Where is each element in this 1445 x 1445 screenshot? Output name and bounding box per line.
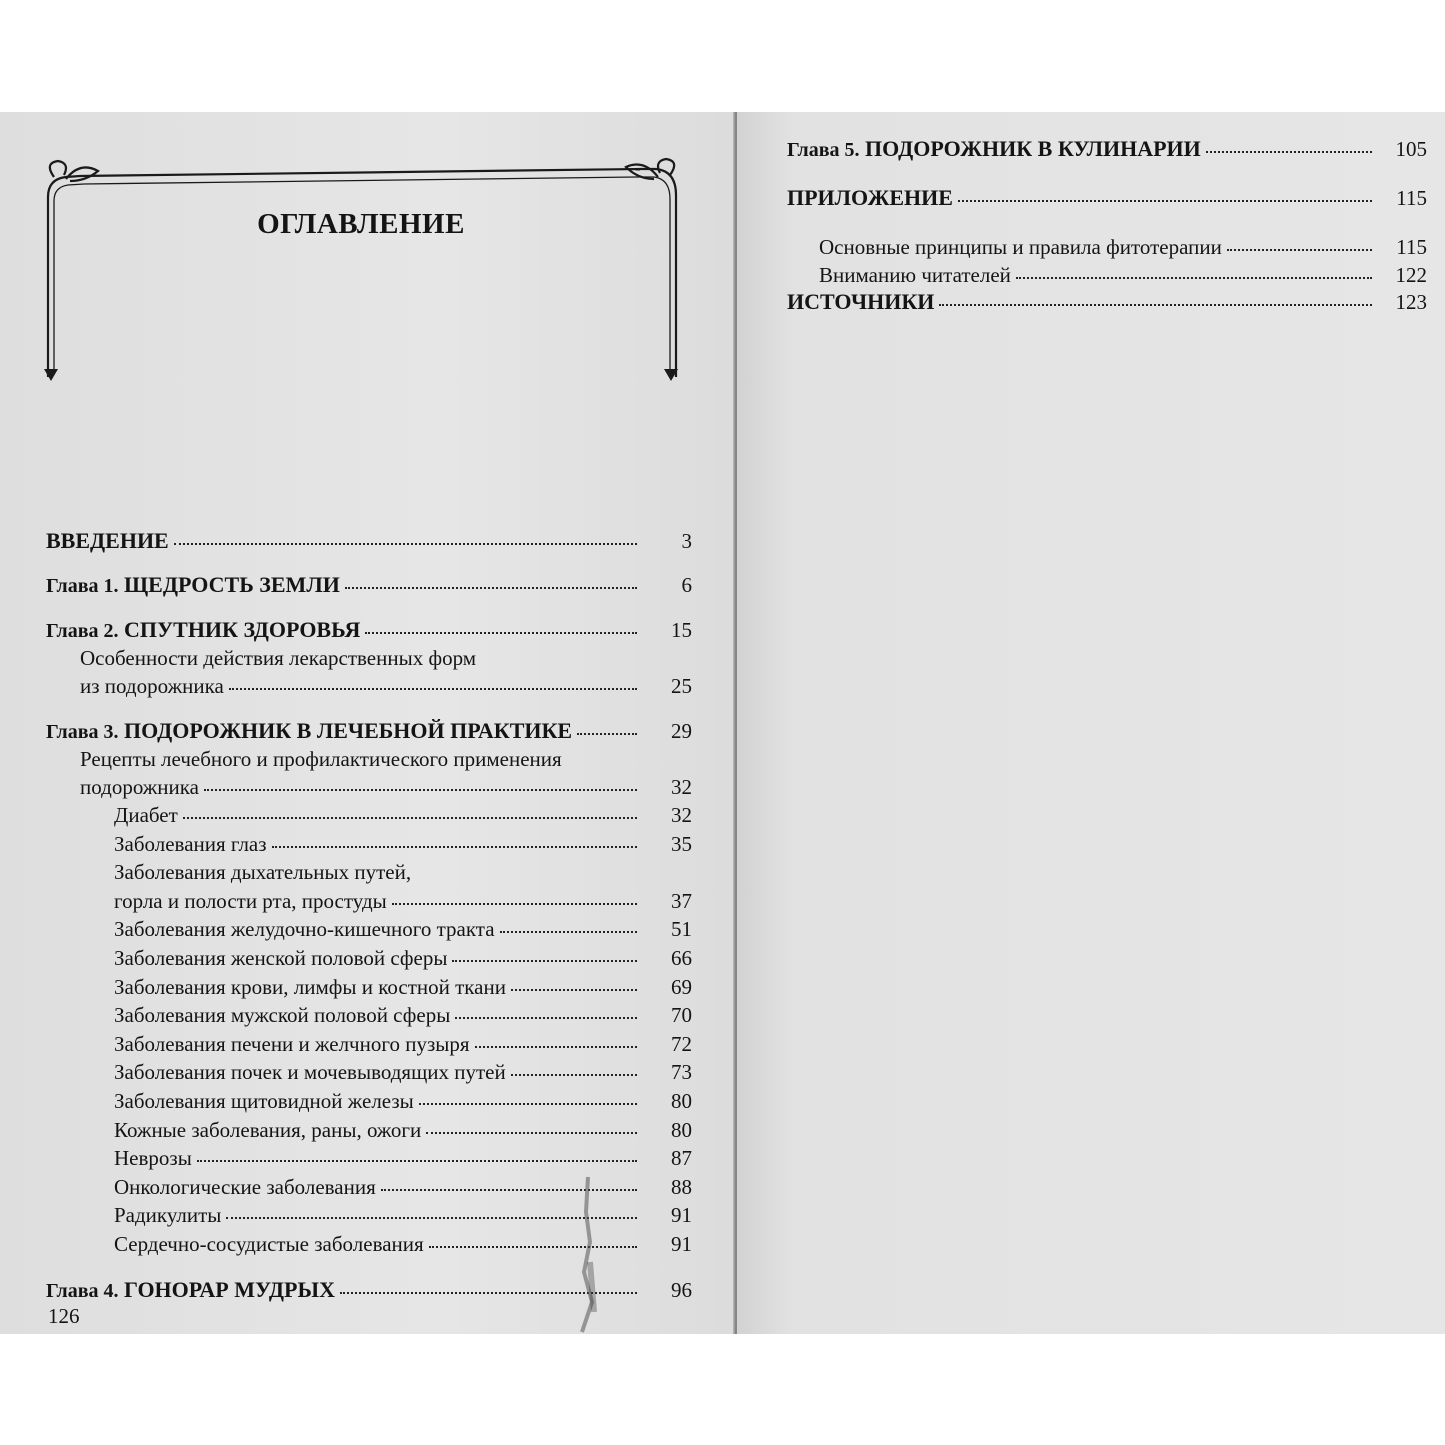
toc-page-number: 80 xyxy=(671,1117,692,1142)
toc-entry-line xyxy=(80,672,692,700)
toc-entry-title: Заболевания мужской половой сферы xyxy=(114,1003,451,1028)
toc-page-number: 6 xyxy=(681,573,692,597)
toc-entry xyxy=(46,617,692,644)
toc-entry-title: Сердечно-сосудистые заболевания xyxy=(114,1231,424,1256)
dot-leader xyxy=(958,199,1372,202)
toc-entry-title: ГОНОРАР МУДРЫХ xyxy=(124,1276,335,1302)
toc-entry-line xyxy=(114,830,692,859)
dot-leader xyxy=(392,902,637,905)
toc-entry-line xyxy=(46,572,692,599)
dot-leader xyxy=(1227,248,1372,251)
chapter-prefix: Глава 5. xyxy=(787,139,860,161)
toc-entry-first-line: Рецепты лечебного и профилактического применения xyxy=(80,747,562,771)
toc-page-number: 73 xyxy=(671,1060,692,1085)
toc-entry-line xyxy=(80,773,692,801)
toc-entry-line xyxy=(114,1030,692,1059)
toc-entry xyxy=(787,233,1427,261)
book-spread xyxy=(0,112,1445,1334)
toc-page-number: 15 xyxy=(671,618,692,642)
toc-entry-title-group xyxy=(114,944,447,973)
toc-entry-title: Радикулиты xyxy=(114,1203,222,1228)
toc-entry xyxy=(787,289,1427,315)
toc-entry-title-group xyxy=(114,915,495,944)
toc-entry-title-group xyxy=(80,773,199,801)
dot-leader xyxy=(455,1016,637,1019)
toc-entry-title: ЩЕДРОСТЬ ЗЕМЛИ xyxy=(124,572,340,597)
dot-leader xyxy=(511,1073,637,1076)
toc-entry-title-group xyxy=(46,528,169,554)
toc-entry-title-group xyxy=(46,617,360,644)
chapter-prefix: Глава 4. xyxy=(46,1279,119,1302)
toc-page-number: 115 xyxy=(1396,235,1427,259)
toc-entry-title: из подорожника xyxy=(80,674,224,698)
toc-entry-title-group xyxy=(114,1087,414,1116)
toc-page-number: 37 xyxy=(671,888,692,913)
toc-page-number: 96 xyxy=(671,1277,692,1302)
dot-leader xyxy=(511,988,637,991)
toc-entry xyxy=(787,261,1427,289)
toc-entry xyxy=(46,745,692,801)
toc-entry-first-line: Заболевания дыхательных путей, xyxy=(114,860,412,885)
toc-page-number: 70 xyxy=(671,1003,692,1028)
toc-entry-line xyxy=(787,289,1427,315)
toc-page-number: 80 xyxy=(671,1088,692,1113)
dot-leader xyxy=(204,788,637,791)
toc-entry-line xyxy=(787,136,1427,163)
toc-page-number: 115 xyxy=(1396,186,1427,210)
toc-page-number: 66 xyxy=(671,945,692,970)
toc-entry xyxy=(46,1030,692,1059)
toc-entry-title: Диабет xyxy=(114,803,178,827)
toc-entry xyxy=(46,1058,692,1087)
toc-entry xyxy=(787,185,1427,211)
toc-entry-title: Вниманию читателей xyxy=(819,263,1011,287)
toc-entry-line xyxy=(114,944,692,973)
toc-entry xyxy=(46,830,692,859)
toc-page-number: 105 xyxy=(1395,137,1427,161)
toc-entry-title-group xyxy=(114,1230,424,1259)
toc-entry-line xyxy=(114,1058,692,1087)
toc-entry xyxy=(46,858,692,915)
toc-entry-title-group xyxy=(114,887,387,916)
toc-entry-title: ПРИЛОЖЕНИЕ xyxy=(787,185,953,210)
toc-entry-title-group xyxy=(787,136,1201,163)
toc-entry-title: Заболевания почек и мочевыводящих путей xyxy=(114,1060,506,1085)
toc-page-number: 91 xyxy=(671,1203,692,1228)
toc-page-number: 51 xyxy=(671,917,692,942)
dot-leader xyxy=(229,687,637,690)
toc-entry-title: Заболевания печени и желчного пузыря xyxy=(114,1031,470,1056)
toc-entry-line xyxy=(114,887,692,916)
toc-entry-title: ВВЕДЕНИЕ xyxy=(46,528,169,553)
toc-page-number: 88 xyxy=(671,1174,692,1199)
toc-entry-title-group xyxy=(46,572,340,599)
dot-leader xyxy=(1206,150,1372,153)
toc-entry xyxy=(46,1087,692,1116)
toc-entry-title: Заболевания крови, лимфы и костной ткани xyxy=(114,974,506,999)
dot-leader xyxy=(345,586,637,589)
toc-entry xyxy=(46,801,692,830)
toc-entry-line xyxy=(787,185,1427,211)
toc-entry-title-group xyxy=(46,718,572,745)
toc-entry-title: Заболевания щитовидной железы xyxy=(114,1088,414,1113)
toc-entry-title-group xyxy=(114,830,267,859)
ink-smudge xyxy=(560,1172,610,1334)
toc-entry-title: ПОДОРОЖНИК В ЛЕЧЕБНОЙ ПРАКТИКЕ xyxy=(124,718,573,743)
art-nouveau-frame-ornament xyxy=(40,157,684,382)
toc-page-number: 3 xyxy=(681,529,692,553)
dot-leader xyxy=(500,930,637,933)
chapter-prefix: Глава 2. xyxy=(46,620,119,642)
dot-leader xyxy=(183,816,637,819)
toc-entry-line xyxy=(114,1001,692,1030)
toc-entry-title-group xyxy=(114,1173,376,1202)
toc-page-number: 32 xyxy=(671,803,692,827)
toc-entry xyxy=(46,944,692,973)
toc-entry xyxy=(787,136,1427,163)
toc-entry-line xyxy=(819,233,1427,261)
toc-page-number: 123 xyxy=(1395,290,1427,314)
toc-entry-line xyxy=(46,718,692,745)
toc-entry xyxy=(46,572,692,599)
toc-entry xyxy=(46,644,692,700)
toc-entry-title-group xyxy=(114,1001,450,1030)
toc-entry-line xyxy=(114,915,692,944)
toc-entry xyxy=(46,915,692,944)
dot-leader xyxy=(197,1159,637,1162)
right-page xyxy=(737,112,1445,1334)
table-of-contents-right xyxy=(787,136,1427,337)
dot-leader xyxy=(419,1102,637,1105)
contents-heading: ОГЛАВЛЕНИЕ xyxy=(257,208,465,240)
toc-entry-title-group xyxy=(787,185,953,211)
toc-entry-line xyxy=(46,528,692,554)
toc-entry-title-group xyxy=(46,1277,335,1304)
dot-leader xyxy=(272,845,637,848)
toc-page-number: 91 xyxy=(671,1231,692,1256)
dot-leader xyxy=(1016,276,1372,279)
toc-page-number: 69 xyxy=(671,974,692,999)
dot-leader xyxy=(426,1131,637,1134)
toc-entry-title: горла и полости рта, простуды xyxy=(114,888,387,913)
toc-entry-title: Основные принципы и правила фитотерапии xyxy=(819,235,1222,259)
toc-page-number: 35 xyxy=(671,831,692,856)
toc-entry-line xyxy=(114,1116,692,1145)
toc-page-number: 32 xyxy=(671,775,692,799)
toc-page-number: 72 xyxy=(671,1031,692,1056)
toc-entry-title-group xyxy=(114,1144,192,1173)
toc-entry-title-group xyxy=(114,1201,221,1230)
page-number: 126 xyxy=(48,1304,80,1328)
toc-entry xyxy=(46,528,692,554)
dot-leader xyxy=(939,303,1372,306)
toc-entry-title: ПОДОРОЖНИК В КУЛИНАРИИ xyxy=(865,136,1201,161)
dot-leader xyxy=(475,1045,637,1048)
toc-entry-title-group xyxy=(114,1116,421,1145)
toc-entry xyxy=(46,1144,692,1173)
toc-entry-line xyxy=(46,617,692,644)
toc-entry-title-group xyxy=(114,801,178,830)
toc-page-number: 122 xyxy=(1395,263,1427,287)
toc-entry-title-group xyxy=(114,1030,470,1059)
toc-entry-title-group xyxy=(787,289,934,315)
toc-entry-title: Заболевания женской половой сферы xyxy=(114,945,448,970)
toc-entry-title: подорожника xyxy=(80,775,199,799)
dot-leader xyxy=(452,959,637,962)
toc-entry-title-group xyxy=(114,1058,506,1087)
toc-entry-title-group xyxy=(114,973,506,1002)
chapter-prefix: Глава 3. xyxy=(46,721,119,743)
toc-entry-title-group xyxy=(819,261,1011,289)
toc-entry-line xyxy=(114,1144,692,1173)
toc-entry-title: ИСТОЧНИКИ xyxy=(787,289,935,314)
toc-entry-title: Онкологические заболевания xyxy=(114,1174,376,1199)
dot-leader xyxy=(365,631,637,634)
dot-leader xyxy=(174,542,637,545)
toc-entry xyxy=(46,1001,692,1030)
dot-leader xyxy=(577,732,637,735)
toc-entry-title: Заболевания желудочно-кишечного тракта xyxy=(114,917,495,942)
toc-entry-title-group xyxy=(819,233,1222,261)
toc-entry-title: СПУТНИК ЗДОРОВЬЯ xyxy=(124,617,361,642)
toc-entry xyxy=(46,973,692,1002)
toc-entry-line xyxy=(114,801,692,830)
toc-page-number: 29 xyxy=(671,719,692,743)
toc-entry xyxy=(46,1116,692,1145)
left-page xyxy=(0,112,735,1334)
toc-entry xyxy=(46,718,692,745)
toc-entry-title-group xyxy=(80,672,224,700)
toc-entry-title: Заболевания глаз xyxy=(114,831,267,856)
toc-entry-line xyxy=(819,261,1427,289)
toc-page-number: 25 xyxy=(671,674,692,698)
toc-entry-line xyxy=(114,1087,692,1116)
toc-entry-title: Неврозы xyxy=(114,1146,192,1171)
toc-entry-title: Кожные заболевания, раны, ожоги xyxy=(114,1117,422,1142)
toc-entry-line xyxy=(114,973,692,1002)
toc-entry-first-line: Особенности действия лекарственных форм xyxy=(80,646,477,670)
chapter-prefix: Глава 1. xyxy=(46,575,119,597)
toc-page-number: 87 xyxy=(671,1146,692,1171)
